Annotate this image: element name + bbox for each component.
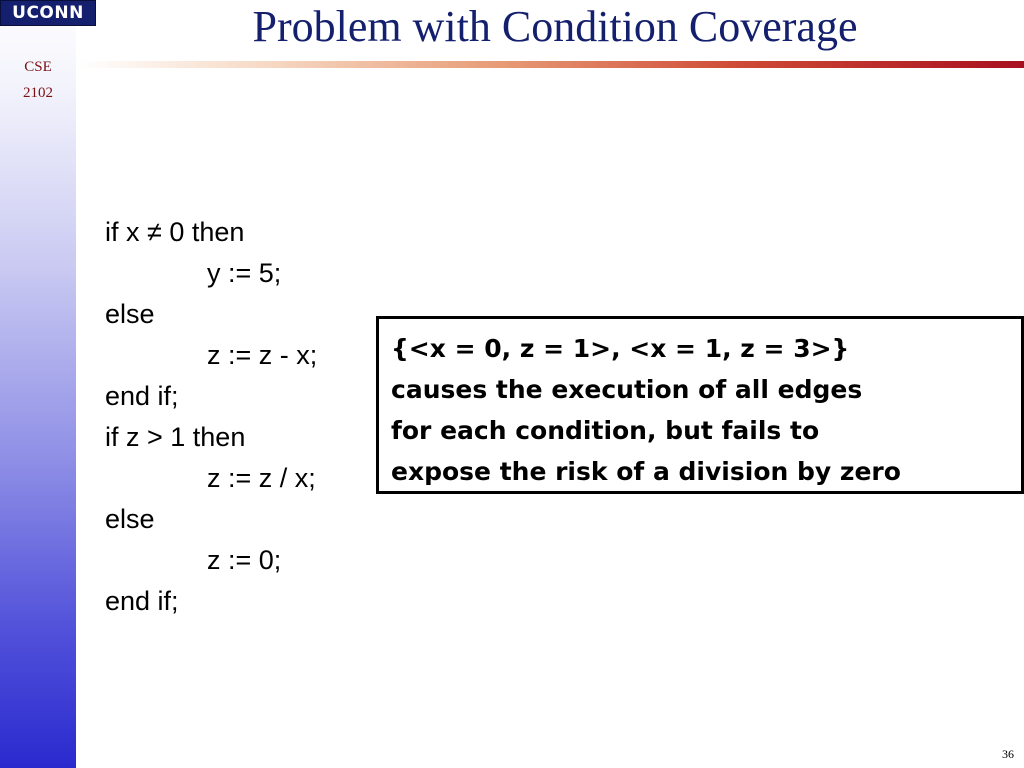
callout-line: expose the risk of a division by zero — [391, 457, 901, 486]
slide-title: Problem with Condition Coverage — [252, 2, 858, 51]
uconn-logo — [0, 0, 96, 26]
code-line: end if; — [105, 381, 179, 411]
code-line: z := z / x; — [207, 463, 316, 493]
callout-line: causes the execution of all edges — [391, 375, 863, 404]
callout-line: {<x = 0, z = 1>, <x = 1, z = 3>} — [391, 334, 850, 363]
code-line: else — [105, 504, 155, 534]
logo-text: UCONN — [12, 2, 84, 23]
page-number: 36 — [1002, 747, 1014, 761]
code-line: z := z - x; — [207, 340, 318, 370]
callout-line: for each condition, but fails to — [391, 416, 820, 445]
course-code: CSE — [24, 59, 52, 75]
code-line: if z > 1 then — [105, 422, 246, 452]
course-label — [0, 54, 76, 106]
code-line: y := 5; — [207, 258, 282, 288]
code-line: if x ≠ 0 then — [105, 217, 245, 247]
code-line: else — [105, 299, 155, 329]
sidebar-gradient — [0, 0, 76, 768]
code-line: z := 0; — [207, 545, 282, 575]
test-case-callout-box — [376, 316, 1024, 494]
code-line: end if; — [105, 586, 179, 616]
pseudocode-block — [105, 212, 317, 622]
title-underline-rule — [78, 61, 1024, 68]
course-number: 2102 — [23, 85, 53, 101]
